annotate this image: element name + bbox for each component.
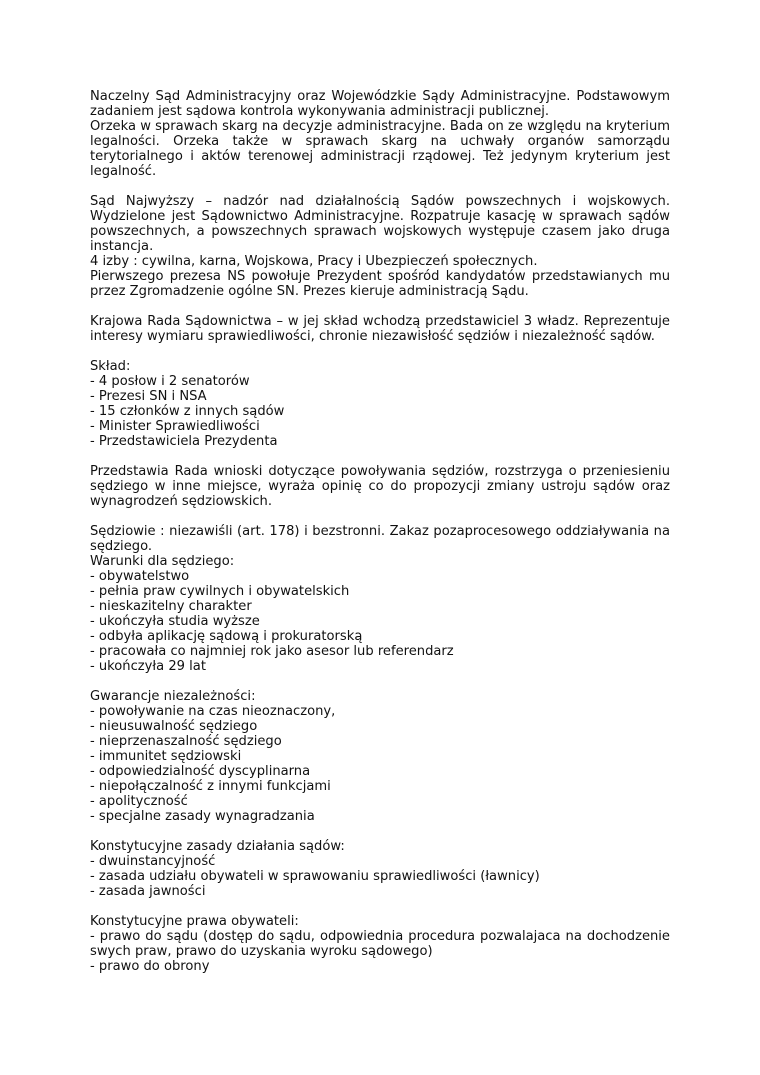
list-item: - odpowiedzialność dyscyplinarna [90, 764, 311, 779]
spacer [90, 449, 670, 464]
president-paragraph: Pierwszego prezesa NS powołuje Prezydent spośród kandydatów przedstawianych mu przez Zgromadzenie ogólne SN. Prezes kieruje administracją Sądu. [90, 269, 670, 299]
supreme-court-paragraph: Sąd Najwyższy – nadzór nad działalnością Sądów powszechnych i wojskowych. Wydzielone jest Sądownictwo Administracyjne. Rozpatruje kasację w sprawach sądów powszechnych, a powszechnych sprawach wojskowych występuje czasem jako druga instancja. [90, 194, 670, 254]
conditions-list [90, 569, 670, 674]
krs-paragraph: Krajowa Rada Sądownictwa – w jej skład wchodzą przedstawiciel 3 władz. Reprezentuje interesy wymiaru sprawiedliwości, chronie niezawisłość sędziów i niezależność sądów. [90, 314, 670, 344]
list-item: - dwuinstancyjność [90, 854, 216, 869]
judges-paragraph: Sędziowie : niezawiśli (art. 178) i bezstronni. Zakaz pozaprocesowego oddziaływania na sędziego. [90, 524, 670, 554]
list-item: - immunitet sędziowski [90, 749, 242, 764]
right-to-court-item: - prawo do sądu (dostęp do sądu, odpowiednia procedura pozwalajaca na dochodzenie swych praw, prawo do uzyskania wyroku sądowego) [90, 929, 670, 959]
list-item: - powoływanie na czas nieoznaczony, [90, 704, 336, 719]
nsa-paragraph: Naczelny Sąd Administracyjny oraz Wojewódzkie Sądy Administracyjne. Podstawowym zadaniem jest sądowa kontrola wykonywania administracji publicznej. [90, 89, 670, 119]
list-item: - Minister Sprawiedliwości [90, 419, 260, 434]
list-item: - odbyła aplikację sądową i prokuratorską [90, 629, 363, 644]
list-item: - nieprzenaszalność sędziego [90, 734, 282, 749]
chambers-line: 4 izby : cywilna, karna, Wojskowa, Pracy i Ubezpieczeń społecznych. [90, 254, 538, 269]
document-page [90, 89, 670, 974]
list-item: - Prezesi SN i NSA [90, 389, 207, 404]
list-item: - apolityczność [90, 794, 188, 809]
list-item: - Przedstawiciela Prezydenta [90, 434, 278, 449]
guarantees-list [90, 704, 670, 824]
composition-list [90, 374, 670, 449]
guarantees-title: Gwarancje niezależności: [90, 689, 256, 704]
list-item: - ukończyła 29 lat [90, 659, 206, 674]
spacer [90, 299, 670, 314]
composition-title: Skład: [90, 359, 131, 374]
list-item: - nieusuwalność sędziego [90, 719, 258, 734]
principles-title: Konstytucyjne zasady działania sądów: [90, 839, 345, 854]
spacer [90, 179, 670, 194]
principles-list [90, 854, 670, 899]
list-item: - niepołączalność z innymi funkcjami [90, 779, 331, 794]
list-item: - pracowała co najmniej rok jako asesor lub referendarz [90, 644, 454, 659]
list-item: - specjalne zasady wynagradzania [90, 809, 315, 824]
conditions-title: Warunki dla sędziego: [90, 554, 235, 569]
list-item: - ukończyła studia wyższe [90, 614, 260, 629]
list-item: - nieskazitelny charakter [90, 599, 252, 614]
krs-duties-paragraph: Przedstawia Rada wnioski dotyczące powoływania sędziów, rozstrzyga o przeniesieniu sędziego w inne miejsce, wyraża opinię co do propozycji zmiany ustroju sądów oraz wynagrodzeń sędziowskich. [90, 464, 670, 509]
list-item: - zasada jawności [90, 884, 206, 899]
right-to-defense-item: - prawo do obrony [90, 959, 210, 974]
list-item: - 4 posłow i 2 senatorów [90, 374, 250, 389]
list-item: - pełnia praw cywilnych i obywatelskich [90, 584, 350, 599]
spacer [90, 344, 670, 359]
nsa-jurisdiction-paragraph: Orzeka w sprawach skarg na decyzje administracyjne. Bada on ze względu na kryterium legalności. Orzeka także w sprawach skarg na uchwały organów samorządu terytorialnego i aktów terenowej administracji rządowej. Też jedynym kryterium jest legalność. [90, 119, 670, 179]
rights-title: Konstytucyjne prawa obywateli: [90, 914, 299, 929]
spacer [90, 824, 670, 839]
spacer [90, 509, 670, 524]
list-item: - obywatelstwo [90, 569, 190, 584]
spacer [90, 899, 670, 914]
spacer [90, 674, 670, 689]
list-item: - zasada udziału obywateli w sprawowaniu sprawiedliwości (ławnicy) [90, 869, 540, 884]
list-item: - 15 członków z innych sądów [90, 404, 285, 419]
